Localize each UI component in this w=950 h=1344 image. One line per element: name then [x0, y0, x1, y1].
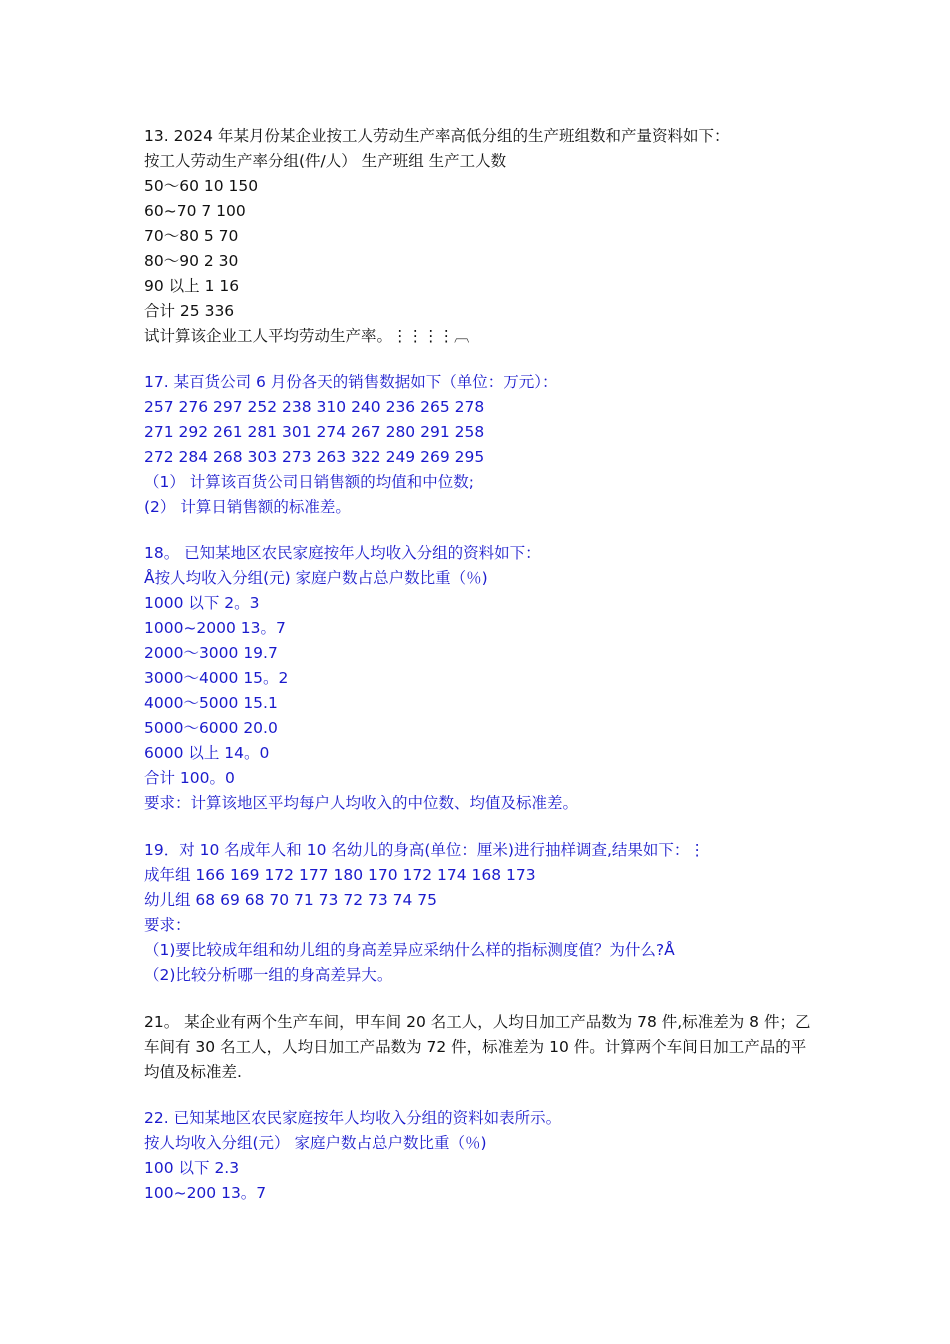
question-17-title: 17. 某百货公司 6 月份各天的销售数据如下（单位：万元）： — [144, 373, 558, 391]
question-13-header: 按工人劳动生产率分组(件/人） 生产班组 生产工人数 — [144, 152, 507, 170]
question-18-row: 3000～4000 15。2 — [144, 669, 289, 687]
question-22-header: 按人均收入分组(元） 家庭户数占总户数比重（％) — [144, 1134, 487, 1152]
question-18-row: 合计 100。0 — [144, 769, 235, 787]
question-21-text: 21。 某企业有两个生产车间，甲车间 20 名工人，人均日加工产品数为 78 件,标准差为 8 件；乙车间有 30 名工人，人均日加工产品数为 72 件，标准差为 10 件。计算两个车间日加工产品的平均值及标准差. — [144, 1013, 811, 1081]
question-18-header: Å按人均收入分组(元) 家庭户数占总户数比重（％) — [144, 569, 488, 587]
question-22-row: 100~200 13。7 — [144, 1184, 267, 1202]
question-17-row: 271 292 261 281 301 274 267 280 291 258 — [144, 423, 485, 441]
question-13-row: 80～90 2 30 — [144, 252, 239, 270]
question-18-row: 6000 以上 14。0 — [144, 744, 270, 762]
question-13-title: 13. 2024 年某月份某企业按工人劳动生产率高低分组的生产班组数和产量资料如下： — [144, 127, 730, 145]
question-19-row: 幼儿组 68 69 68 70 71 73 72 73 74 75 — [144, 891, 438, 909]
question-13-row: 合计 25 336 — [144, 302, 235, 320]
question-18-row: 2000～3000 19.7 — [144, 644, 278, 662]
question-18-requirement: 要求：计算该地区平均每户人均收入的中位数、均值及标准差。 — [144, 794, 579, 812]
question-13-row: 90 以上 1 16 — [144, 277, 240, 295]
question-13-question: 试计算该企业工人平均劳动生产率。⋮⋮⋮⋮︹ — [144, 327, 470, 345]
question-13-row: 70～80 5 70 — [144, 227, 239, 245]
question-18-row: 4000～5000 15.1 — [144, 694, 278, 712]
question-18-title: 18。 已知某地区农民家庭按年人均收入分组的资料如下： — [144, 544, 541, 562]
question-13 — [144, 124, 814, 349]
question-19-item: （1)要比较成年组和幼儿组的身高差异应采纳什么样的指标测度值？为什么?Å — [144, 941, 675, 959]
question-19 — [144, 838, 814, 988]
question-17-item: (2） 计算日销售额的标准差。 — [144, 498, 351, 516]
question-18 — [144, 541, 814, 816]
question-21 — [144, 1010, 814, 1085]
question-22-row: 100 以下 2.3 — [144, 1159, 240, 1177]
question-18-row: 1000 以下 2。3 — [144, 594, 260, 612]
question-17-row: 257 276 297 252 238 310 240 236 265 278 — [144, 398, 485, 416]
question-13-row: 50～60 10 150 — [144, 177, 259, 195]
question-18-row: 5000～6000 20.0 — [144, 719, 278, 737]
question-19-title: 19．对 10 名成年人和 10 名幼儿的身高(单位：厘米)进行抽样调查,结果如下：⋮ — [144, 841, 705, 859]
question-17 — [144, 370, 814, 520]
question-18-row: 1000~2000 13。7 — [144, 619, 286, 637]
question-17-row: 272 284 268 303 273 263 322 249 269 295 — [144, 448, 485, 466]
question-19-item: （2)比较分析哪一组的身高差异大。 — [144, 966, 393, 984]
question-19-row: 成年组 166 169 172 177 180 170 172 174 168 173 — [144, 866, 536, 884]
question-22 — [144, 1106, 814, 1206]
question-22-title: 22. 已知某地区农民家庭按年人均收入分组的资料如表所示。 — [144, 1109, 562, 1127]
question-13-row: 60~70 7 100 — [144, 202, 246, 220]
question-19-requirement-label: 要求： — [144, 916, 191, 934]
question-17-item: （1） 计算该百货公司日销售额的均值和中位数; — [144, 473, 475, 491]
